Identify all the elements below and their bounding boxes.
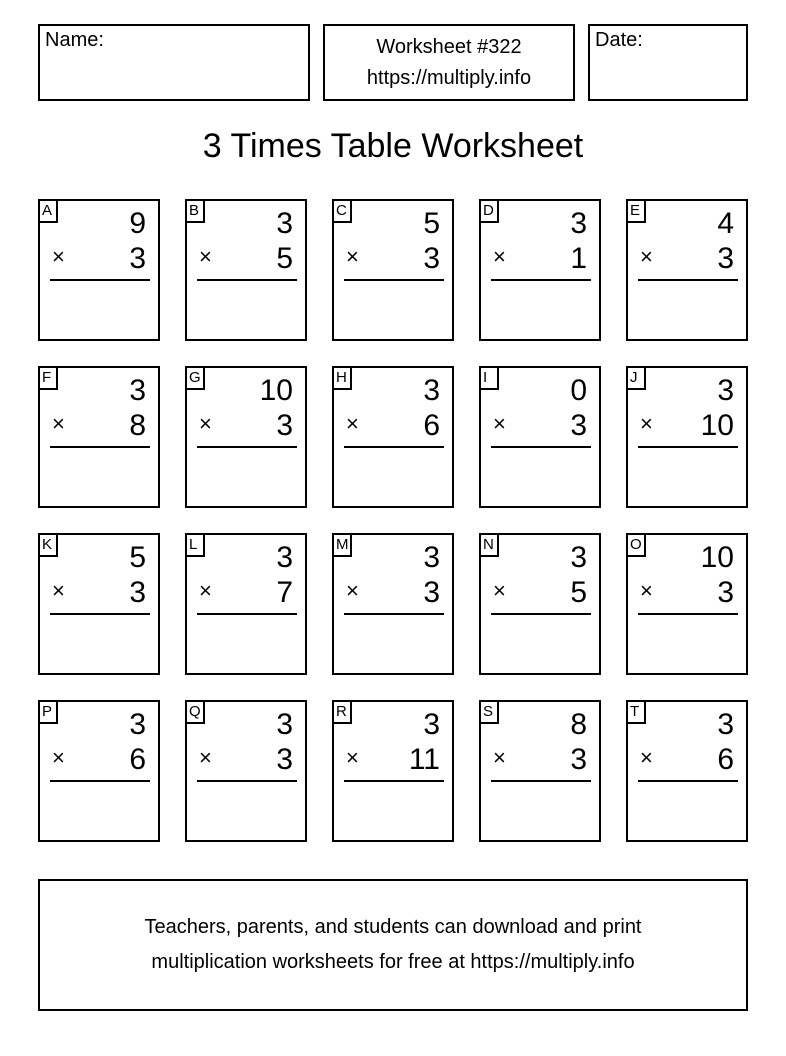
multiplier: 5 bbox=[570, 576, 587, 609]
multiplier: 1 bbox=[570, 242, 587, 275]
multiplier: 6 bbox=[423, 409, 440, 442]
multiplicand: 0 bbox=[570, 374, 587, 407]
answer-line bbox=[50, 279, 150, 281]
problem-letter: K bbox=[38, 533, 58, 557]
multiplier: 8 bbox=[129, 409, 146, 442]
problem-letter: G bbox=[185, 366, 205, 390]
answer-line bbox=[344, 279, 444, 281]
problem-card[interactable] bbox=[185, 700, 307, 842]
multiplicand: 3 bbox=[570, 207, 587, 240]
problem-card[interactable] bbox=[626, 366, 748, 508]
multiplicand: 3 bbox=[276, 207, 293, 240]
times-sign: × bbox=[346, 578, 359, 603]
times-sign: × bbox=[52, 578, 65, 603]
multiplicand: 3 bbox=[717, 708, 734, 741]
answer-line bbox=[197, 446, 297, 448]
problem-letter: L bbox=[185, 533, 205, 557]
multiplier: 3 bbox=[717, 576, 734, 609]
worksheet-number: Worksheet #322 bbox=[376, 36, 522, 58]
problem-letter: E bbox=[626, 199, 646, 223]
times-sign: × bbox=[640, 411, 653, 436]
answer-line bbox=[491, 613, 591, 615]
times-sign: × bbox=[52, 244, 65, 269]
answer-line bbox=[197, 780, 297, 782]
problem-letter: N bbox=[479, 533, 499, 557]
times-sign: × bbox=[640, 244, 653, 269]
times-sign: × bbox=[199, 411, 212, 436]
problem-card[interactable] bbox=[185, 366, 307, 508]
multiplicand: 3 bbox=[570, 541, 587, 574]
multiplier: 3 bbox=[570, 409, 587, 442]
problem-letter: S bbox=[479, 700, 499, 724]
multiplicand: 3 bbox=[129, 374, 146, 407]
answer-line bbox=[344, 613, 444, 615]
answer-line bbox=[491, 780, 591, 782]
multiplier: 3 bbox=[276, 409, 293, 442]
multiplicand: 3 bbox=[423, 374, 440, 407]
times-sign: × bbox=[346, 745, 359, 770]
multiplicand: 3 bbox=[129, 708, 146, 741]
name-label: Name: bbox=[45, 29, 104, 51]
problem-card[interactable] bbox=[479, 366, 601, 508]
problem-letter: C bbox=[332, 199, 352, 223]
problem-card[interactable] bbox=[332, 533, 454, 675]
answer-line bbox=[638, 780, 738, 782]
footer-box bbox=[38, 879, 748, 1011]
multiplier: 3 bbox=[570, 743, 587, 776]
times-sign: × bbox=[199, 244, 212, 269]
answer-line bbox=[638, 613, 738, 615]
answer-line bbox=[50, 446, 150, 448]
worksheet-url[interactable]: https://multiply.info bbox=[366, 67, 532, 89]
answer-line bbox=[344, 780, 444, 782]
multiplicand: 8 bbox=[570, 708, 587, 741]
footer-line-1: Teachers, parents, and students can download and print bbox=[144, 916, 642, 938]
problem-card[interactable] bbox=[332, 199, 454, 341]
problem-letter: J bbox=[626, 366, 646, 390]
answer-line bbox=[344, 446, 444, 448]
multiplicand: 5 bbox=[423, 207, 440, 240]
problem-letter: T bbox=[626, 700, 646, 724]
answer-line bbox=[197, 279, 297, 281]
answer-line bbox=[638, 279, 738, 281]
multiplier: 3 bbox=[717, 242, 734, 275]
problem-card[interactable] bbox=[626, 199, 748, 341]
problem-card[interactable] bbox=[479, 533, 601, 675]
times-sign: × bbox=[346, 411, 359, 436]
times-sign: × bbox=[199, 745, 212, 770]
problem-card[interactable] bbox=[332, 700, 454, 842]
multiplier: 3 bbox=[423, 242, 440, 275]
multiplier: 11 bbox=[408, 743, 440, 776]
problem-letter: R bbox=[332, 700, 352, 724]
answer-line bbox=[638, 446, 738, 448]
multiplier: 6 bbox=[717, 743, 734, 776]
times-sign: × bbox=[52, 745, 65, 770]
times-sign: × bbox=[493, 578, 506, 603]
problem-card[interactable] bbox=[626, 700, 748, 842]
multiplicand: 3 bbox=[423, 708, 440, 741]
answer-line bbox=[50, 780, 150, 782]
multiplier: 6 bbox=[129, 743, 146, 776]
multiplicand: 4 bbox=[717, 207, 734, 240]
multiplier: 3 bbox=[423, 576, 440, 609]
answer-line bbox=[197, 613, 297, 615]
problem-card[interactable] bbox=[185, 533, 307, 675]
multiplicand: 3 bbox=[423, 541, 440, 574]
multiplier: 10 bbox=[700, 409, 734, 442]
problem-letter: B bbox=[185, 199, 205, 223]
times-sign: × bbox=[199, 578, 212, 603]
problem-card[interactable] bbox=[185, 199, 307, 341]
problem-letter: O bbox=[626, 533, 646, 557]
problem-letter: A bbox=[38, 199, 58, 223]
problem-letter: Q bbox=[185, 700, 205, 724]
footer-line-2: multiplication worksheets for free at https://multiply.info bbox=[151, 951, 635, 973]
multiplier: 5 bbox=[276, 242, 293, 275]
multiplicand: 9 bbox=[129, 207, 146, 240]
problem-card[interactable] bbox=[479, 199, 601, 341]
multiplicand: 3 bbox=[717, 374, 734, 407]
times-sign: × bbox=[346, 244, 359, 269]
problem-card[interactable] bbox=[626, 533, 748, 675]
multiplicand: 10 bbox=[259, 374, 293, 407]
problem-card[interactable] bbox=[332, 366, 454, 508]
problem-card[interactable] bbox=[38, 199, 160, 341]
multiplicand: 3 bbox=[276, 541, 293, 574]
multiplier: 3 bbox=[129, 576, 146, 609]
problem-letter: H bbox=[332, 366, 352, 390]
times-sign: × bbox=[640, 745, 653, 770]
answer-line bbox=[491, 279, 591, 281]
page-title: 3 Times Table Worksheet bbox=[202, 127, 584, 165]
multiplicand: 5 bbox=[129, 541, 146, 574]
problem-card[interactable] bbox=[38, 533, 160, 675]
answer-line bbox=[50, 613, 150, 615]
multiplicand: 3 bbox=[276, 708, 293, 741]
problem-card[interactable] bbox=[38, 700, 160, 842]
multiplier: 3 bbox=[129, 242, 146, 275]
problem-letter: D bbox=[479, 199, 499, 223]
times-sign: × bbox=[493, 244, 506, 269]
problem-letter: M bbox=[332, 533, 352, 557]
multiplier: 3 bbox=[276, 743, 293, 776]
times-sign: × bbox=[493, 411, 506, 436]
problem-card[interactable] bbox=[479, 700, 601, 842]
problem-letter: F bbox=[38, 366, 58, 390]
problem-letter: P bbox=[38, 700, 58, 724]
multiplicand: 10 bbox=[700, 541, 734, 574]
times-sign: × bbox=[493, 745, 506, 770]
problem-card[interactable] bbox=[38, 366, 160, 508]
times-sign: × bbox=[640, 578, 653, 603]
times-sign: × bbox=[52, 411, 65, 436]
date-label: Date: bbox=[595, 29, 643, 51]
problem-letter: I bbox=[479, 366, 499, 390]
answer-line bbox=[491, 446, 591, 448]
multiplier: 7 bbox=[276, 576, 293, 609]
